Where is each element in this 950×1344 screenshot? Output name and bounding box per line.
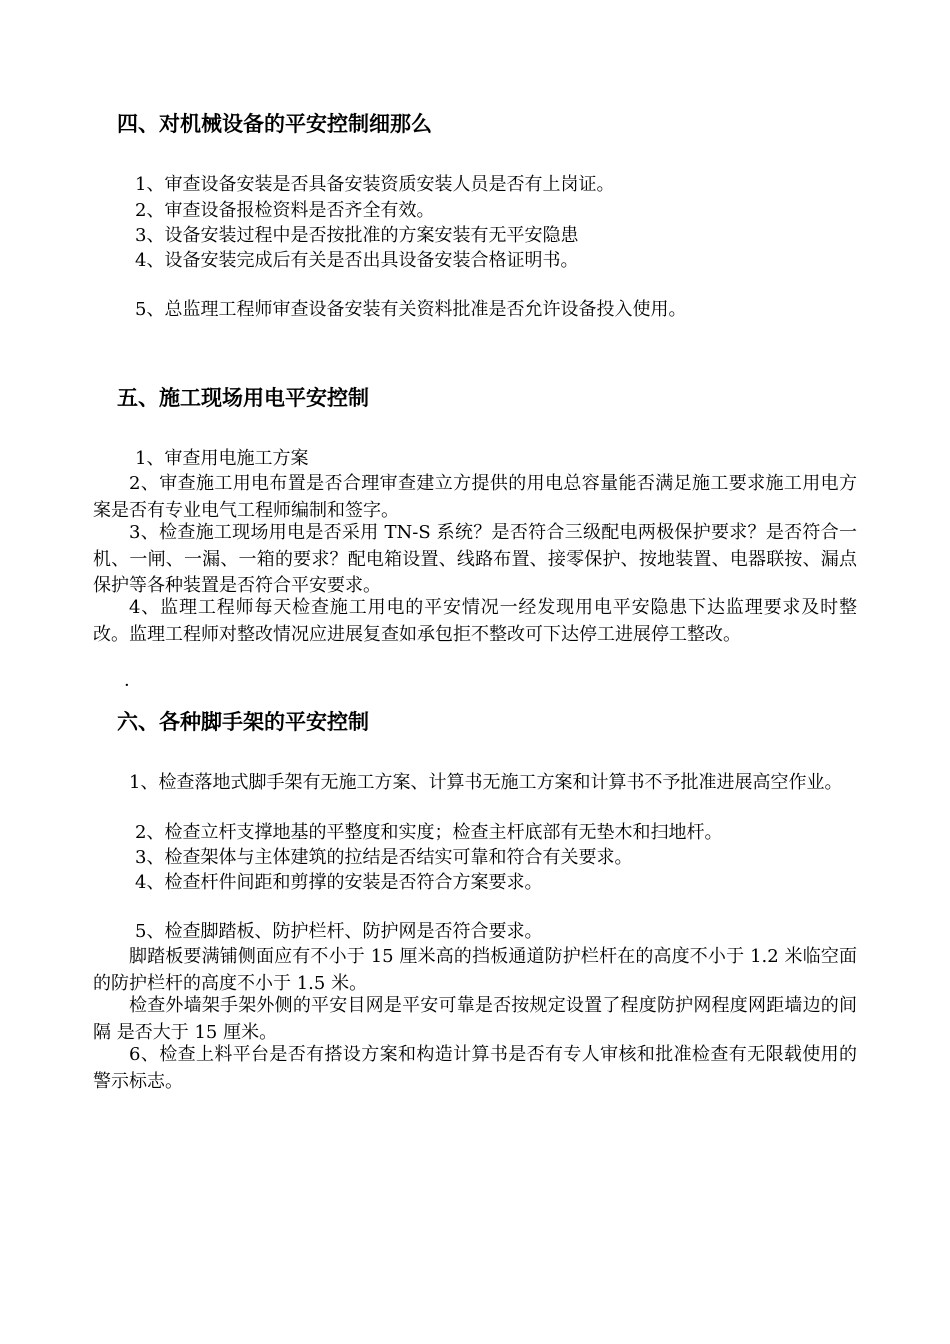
section-4-item-3: 3、设备安装过程中是否按批准的方案安装有无平安隐患 (135, 225, 579, 246)
section-6-scaffold-board-note: 脚踏板要满铺侧面应有不小于 15 厘米高的挡板通道防护栏杆在的高度不小于 1.2 米临空面的防护栏杆的高度不小于 1.5 米。 (93, 946, 857, 994)
section-4-item-1: 1、审查设备安装是否具备安装资质安装人员是否有上岗证。 (135, 174, 615, 195)
section-4-item-4: 4、设备安装完成后有关是否出具设备安装合格证明书。 (135, 250, 579, 271)
section-6-item-3: 3、检查架体与主体建筑的拉结是否结实可靠和符合有关要求。 (135, 847, 633, 868)
section-6-item-6: 6、检查上料平台是否有搭设方案和构造计算书是否有专人审核和批准检查有无限载使用的警示标志。 (93, 1044, 857, 1092)
section-6-item-5: 5、检查脚踏板、防护栏杆、防护网是否符合要求。 (135, 921, 543, 942)
section-4-item-2: 2、审查设备报检资料是否齐全有效。 (135, 200, 435, 221)
section-5-heading: 五、施工现场用电平安控制 (117, 386, 369, 410)
separator-dot: · (124, 675, 130, 696)
section-5-item-4: 4、监理工程师每天检查施工用电的平安情况一经发现用电平安隐患下达监理要求及时整改。监理工程师对整改情况应进展复查如承包拒不整改可下达停工进展停工整改。 (93, 597, 857, 645)
section-6-item-4: 4、检查杆件间距和剪撑的安装是否符合方案要求。 (135, 872, 543, 893)
section-4-heading: 四、对机械设备的平安控制细那么 (117, 112, 432, 136)
section-5-item-3: 3、检查施工现场用电是否采用 TN-S 系统？是否符合三级配电两极保护要求？是否符合一机、一闸、一漏、一箱的要求？配电箱设置、线路布置、接零保护、按地装置、电器联按、漏点保护等各种装置是否符合平安要求。 (93, 522, 857, 596)
section-5-item-1: 1、审查用电施工方案 (135, 448, 309, 469)
section-5-item-2: 2、审查施工用电布置是否合理审查建立方提供的用电总容量能否满足施工要求施工用电方案是否有专业电气工程师编制和签字。 (93, 473, 857, 521)
section-6-item-1: 1、检查落地式脚手架有无施工方案、计算书无施工方案和计算书不予批准进展高空作业。 (129, 772, 843, 793)
section-6-safety-net-note: 检查外墙架手架外侧的平安目网是平安可靠是否按规定设置了程度防护网程度网距墙边的间隔 是否大于 15 厘米。 (93, 995, 857, 1043)
section-6-item-2: 2、检查立杆支撑地基的平整度和实度；检查主杆底部有无垫木和扫地杆。 (135, 822, 723, 843)
section-6-heading: 六、各种脚手架的平安控制 (117, 710, 369, 734)
section-4-item-5: 5、总监理工程师审查设备安装有关资料批准是否允许设备投入使用。 (135, 299, 687, 320)
